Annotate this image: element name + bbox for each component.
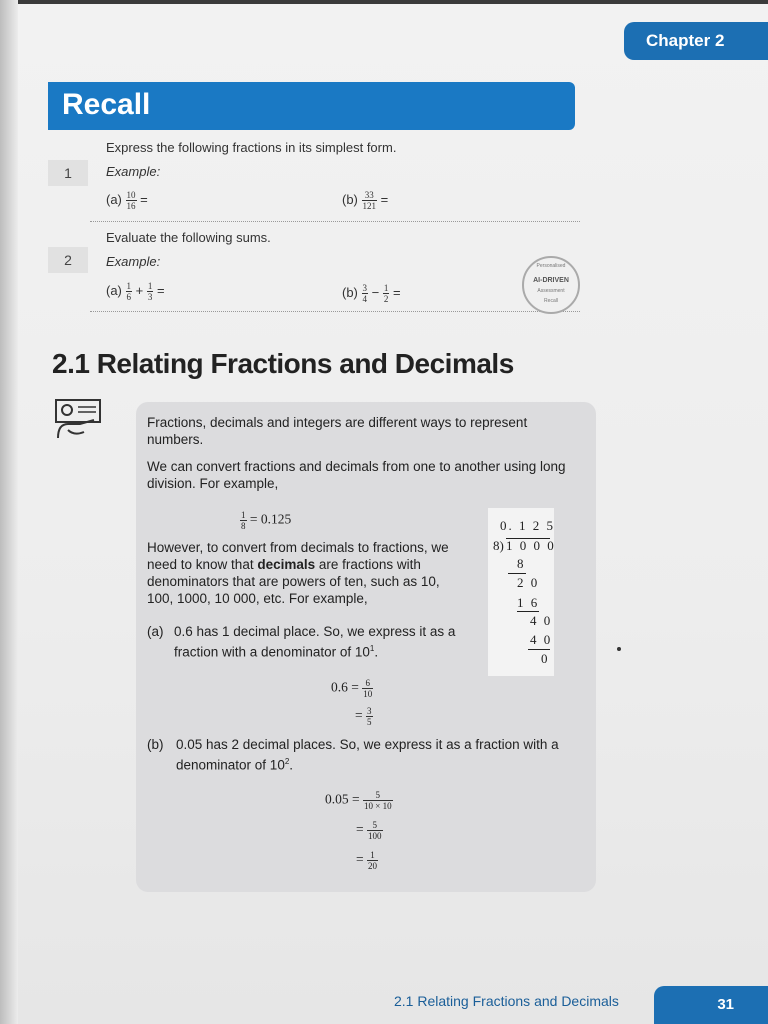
part-label: (a) [106, 191, 122, 207]
fraction: $\frac{1}{6}$ [126, 281, 132, 302]
recall-title: Recall [62, 88, 151, 121]
equation-0-05-step: = $\frac{5}{100}$ [356, 820, 382, 841]
fraction: $\frac{1}{3}$ [147, 281, 153, 302]
section-title: 2.1 Relating Fractions and Decimals [52, 348, 514, 379]
teacher-board-icon [54, 398, 104, 440]
recall-banner [48, 82, 575, 130]
fraction: $\frac{10}{16}$ [126, 190, 136, 211]
q1-part-b: (b) $\frac{33}{121}$ = [342, 190, 389, 211]
example-fraction: $\frac{1}{8}$ = 0.125 [241, 510, 292, 531]
page-binding-shadow [0, 0, 18, 1024]
division-step-5: 4 0 [530, 632, 553, 647]
equation-0-05-simplified: = $\frac{1}{20}$ [356, 850, 377, 871]
equation-0-05: 0.05 = $\frac{5}{10 \times 10}$ [325, 790, 392, 811]
intro-paragraph: Fractions, decimals and integers are different ways to represent numbers. [147, 415, 528, 447]
question-number-2: 2 [48, 247, 88, 273]
top-edge [0, 0, 768, 4]
fraction: $\frac{1}{2}$ [383, 283, 389, 304]
division-rule [508, 573, 526, 574]
footer-section-title: 2.1 Relating Fractions and Decimals [394, 993, 619, 1009]
q1-part-a: (a) $\frac{10}{16}$ = [106, 190, 148, 211]
decimal-fraction-paragraph: However, to convert from decimals to fractions, we need to know that decimals are fractions with denominators that are powers of ten, such as 10, 100, 1000, 10 000, etc. For example, [147, 540, 449, 606]
division-step-4: 4 0 [530, 613, 553, 628]
division-step-1: 8 [517, 556, 526, 571]
fraction: $\frac{33}{121}$ [362, 190, 377, 211]
q1-instruction: Express the following fractions in its simplest form. [106, 140, 397, 155]
page-number: 31 [654, 986, 768, 1024]
long-division-quotient: 0. 1 2 5 [500, 518, 555, 533]
stray-dot [617, 647, 621, 651]
part-b-text: 0.05 has 2 decimal places. So, we express it as a fraction with a denominator of $10^2$. [176, 737, 559, 773]
q1-example-label: Example: [106, 164, 161, 179]
part-b-label: (b) [147, 737, 164, 752]
long-division-dividend: 1 0 0 0 [506, 538, 556, 553]
ai-assessment-badge[interactable]: Personalised AI-DRIVEN Assessment Recall [522, 256, 580, 314]
part-label: (a) [106, 282, 122, 298]
long-division-paragraph: We can convert fractions and decimals from one to another using long division. For example, [147, 459, 566, 491]
division-step-6: 0 [541, 651, 550, 666]
division-rule [517, 611, 539, 612]
division-step-2: 2 0 [517, 575, 540, 590]
divider [90, 311, 580, 312]
long-division-divisor: 8) [493, 538, 504, 553]
division-rule [528, 649, 550, 650]
part-a-label: (a) [147, 624, 164, 639]
divider [90, 221, 580, 222]
question-number-1: 1 [48, 160, 88, 186]
division-step-3: 1 6 [517, 595, 540, 610]
q2-part-b: (b) $\frac{3}{4}$ − $\frac{1}{2}$ = [342, 283, 401, 304]
part-label: (b) [342, 191, 358, 207]
equation-0-6: 0.6 = $\frac{6}{10}$ [331, 678, 373, 699]
q2-example-label: Example: [106, 254, 161, 269]
fraction: $\frac{3}{4}$ [362, 283, 368, 304]
part-a-text: 0.6 has 1 decimal place. So, we express it as a fraction with a denominator of $10^1$. [174, 624, 456, 660]
q2-part-a: (a) $\frac{1}{6}$ + $\frac{1}{3}$ = [106, 281, 165, 302]
equation-0-6-simplified: = $\frac{3}{5}$ [355, 706, 372, 727]
part-label: (b) [342, 284, 358, 300]
q2-instruction: Evaluate the following sums. [106, 230, 271, 245]
keyword-decimals: decimals [257, 557, 316, 572]
chapter-tab: Chapter 2 [624, 22, 768, 60]
